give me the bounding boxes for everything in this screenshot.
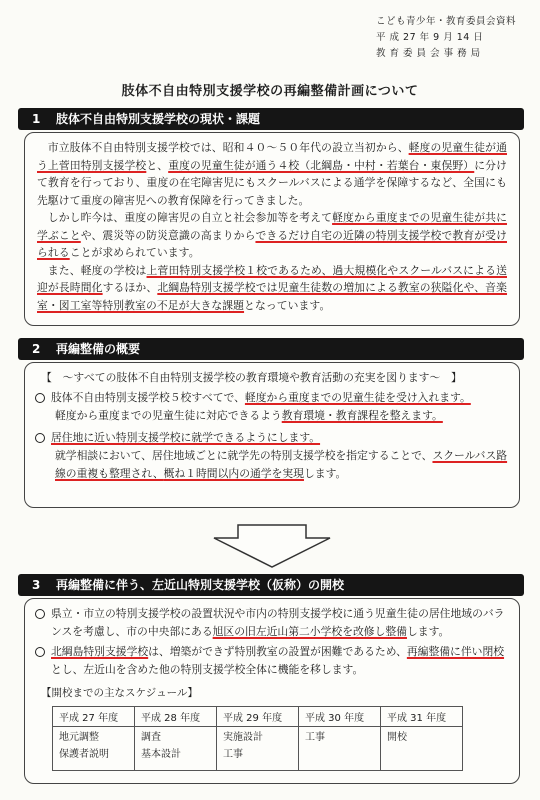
bullet-main-text bbox=[51, 389, 471, 407]
task-cell bbox=[53, 727, 135, 771]
task: 調査 bbox=[141, 732, 161, 743]
task: 工事 bbox=[223, 749, 243, 760]
section-2-panel bbox=[24, 362, 520, 508]
bullet-item bbox=[35, 605, 509, 641]
text-segment: と、 bbox=[146, 158, 169, 172]
task-cell bbox=[217, 727, 299, 771]
text-segment: 県立・市立の特別支援学校の設置状況や市内の特別支援学校に通う児童生徒の居住地域のバランスを考慮し、市の中央部にある bbox=[51, 607, 505, 638]
task: 工事 bbox=[305, 732, 325, 743]
underlined-text: できるだけ自宅の近隣の特別支援学校で教育が受けられる bbox=[37, 228, 507, 259]
paragraph bbox=[29, 139, 515, 209]
underlined-text: 軽度から重度までの児童生徒が共に学ぶこと bbox=[37, 211, 507, 242]
underlined-text: 上菅田特別支援学校１校であるため、過大規模化やスクールバスによる送迎が長時間化 bbox=[37, 263, 507, 294]
underlined-text: 北綱島特別支援学校では児童生徒数の増加による教室の狭隘化や、音楽室・図工室等特別教室の不足が大きな課題 bbox=[37, 281, 508, 312]
document-title: 肢体不自由特別支援学校の再編整備計画について bbox=[121, 84, 419, 99]
text-segment: します。 bbox=[303, 467, 347, 480]
underlined-text: 再編整備に伴い閉校 bbox=[406, 645, 505, 658]
bullet-item bbox=[35, 429, 509, 447]
text-segment: となっています。 bbox=[244, 298, 331, 312]
underlined-text: スクールバス路線の重複も整理され、 bbox=[55, 449, 508, 480]
text-segment: 就学相談において、居住地域ごとに就学先の特別支援学校を指定することで、 bbox=[55, 449, 433, 462]
section-number: 1 bbox=[32, 112, 41, 126]
text-segment: や、震災等の防災意識の高まりから bbox=[80, 228, 256, 242]
bullet-item bbox=[35, 643, 509, 679]
document-header bbox=[376, 14, 526, 62]
text-segment: します。 bbox=[406, 625, 450, 638]
task-cell bbox=[299, 727, 381, 771]
section-lead: 【 ～すべての肢体不自由特別支援学校の教育環境や教育活動の充実を図ります～ 】 bbox=[41, 371, 462, 384]
section-3-header bbox=[18, 574, 524, 596]
text-segment: 軽度から重度までの児童生徒に対応できるよう bbox=[55, 409, 282, 422]
schedule-table bbox=[52, 706, 463, 771]
task-cell bbox=[135, 727, 217, 771]
underlined-text: 軽度から重度までの児童生徒を受け入れます。 bbox=[244, 391, 471, 404]
circle-bullet-icon bbox=[35, 433, 45, 443]
task-cell bbox=[381, 727, 463, 771]
task: 基本設計 bbox=[141, 749, 181, 760]
down-arrow-icon bbox=[212, 524, 332, 568]
underlined-text: 軽度の児童生徒が通う上菅田特別支援学校 bbox=[37, 141, 507, 172]
text-segment: は、増築ができず特別教室の設置が困難であるため、 bbox=[148, 645, 407, 658]
bullet-text bbox=[51, 605, 509, 641]
text-segment: また、軽度の学校は bbox=[47, 263, 147, 277]
circle-bullet-icon bbox=[35, 647, 45, 657]
section-1-header bbox=[18, 108, 524, 130]
text-segment: に分けて教育を行っており、重度の在宅障害児にもスクールバスによる通学を保障するなど、全国にも先駆けて重度の障害児への教育保障を行ってきました。 bbox=[37, 158, 508, 207]
task: 保護者説明 bbox=[59, 749, 109, 760]
paragraph bbox=[29, 209, 515, 262]
task: 地元調整 bbox=[59, 732, 99, 743]
section-2-header bbox=[18, 338, 524, 360]
text-segment: とし、左近山を含めた他の特別支援学校全体に機能を移します。 bbox=[51, 663, 364, 676]
text-segment: しかし昨今は、重度の障害児の自立と社会参加等を考えて bbox=[47, 211, 333, 224]
year-cell: 平成 27 年度 bbox=[53, 707, 135, 727]
task: 実施設計 bbox=[223, 732, 263, 743]
year-cell: 平成 31 年度 bbox=[381, 707, 463, 727]
section-heading: 肢体不自由特別支援学校の現状・課題 bbox=[56, 112, 261, 126]
underlined-text: 教育環境・教育課程を整えます。 bbox=[281, 409, 443, 422]
year-cell: 平成 30 年度 bbox=[299, 707, 381, 727]
schedule-title: 【開校までの主なスケジュール】 bbox=[41, 687, 198, 699]
bullet-sub-text bbox=[35, 447, 509, 483]
underlined-text: 旭区の旧左近山第二小学校を改修し整備 bbox=[212, 625, 407, 638]
underlined-text: 居住地に近い特別支援学校に就学できるようにします。 bbox=[51, 431, 321, 444]
header-line: こども青少年・教育委員会資料 bbox=[376, 16, 517, 27]
header-line: 教 育 委 員 会 事 務 局 bbox=[376, 48, 481, 59]
year-cell: 平成 29 年度 bbox=[217, 707, 299, 727]
header-line: 平 成 27 年 9 月 14 日 bbox=[376, 32, 484, 43]
text-segment: するほか、 bbox=[102, 281, 158, 294]
section-heading: 再編整備の概要 bbox=[56, 342, 141, 356]
bullet-item bbox=[35, 389, 509, 407]
schedule-task-row bbox=[53, 727, 463, 771]
underlined-text: 北綱島特別支援学校 bbox=[51, 645, 149, 658]
text-segment: 市立肢体不自由特別支援学校では、昭和４０～５０年代の設立当初から、 bbox=[47, 141, 409, 154]
bullet-text bbox=[51, 643, 509, 679]
circle-bullet-icon bbox=[35, 609, 45, 619]
section-1-panel bbox=[24, 132, 520, 326]
text-segment: 肢体不自由特別支援学校５校すべてで、 bbox=[51, 391, 245, 404]
text-segment: ことが求められています。 bbox=[69, 246, 200, 259]
section-number: 3 bbox=[32, 578, 41, 592]
underlined-text: 概ね１時間以内の通学を実現 bbox=[163, 467, 304, 480]
bullet-main-text bbox=[51, 429, 320, 447]
bullet-sub-text bbox=[35, 407, 509, 425]
circle-bullet-icon bbox=[35, 393, 45, 403]
underlined-text: 重度の児童生徒が通う４校（北綱島・中村・若葉台・東俣野） bbox=[168, 158, 475, 172]
task: 開校 bbox=[387, 732, 407, 743]
year-cell: 平成 28 年度 bbox=[135, 707, 217, 727]
paragraph bbox=[29, 262, 515, 315]
schedule-header-row bbox=[53, 707, 463, 727]
section-heading: 再編整備に伴う、左近山特別支援学校（仮称）の開校 bbox=[56, 578, 345, 592]
section-number: 2 bbox=[32, 342, 41, 356]
